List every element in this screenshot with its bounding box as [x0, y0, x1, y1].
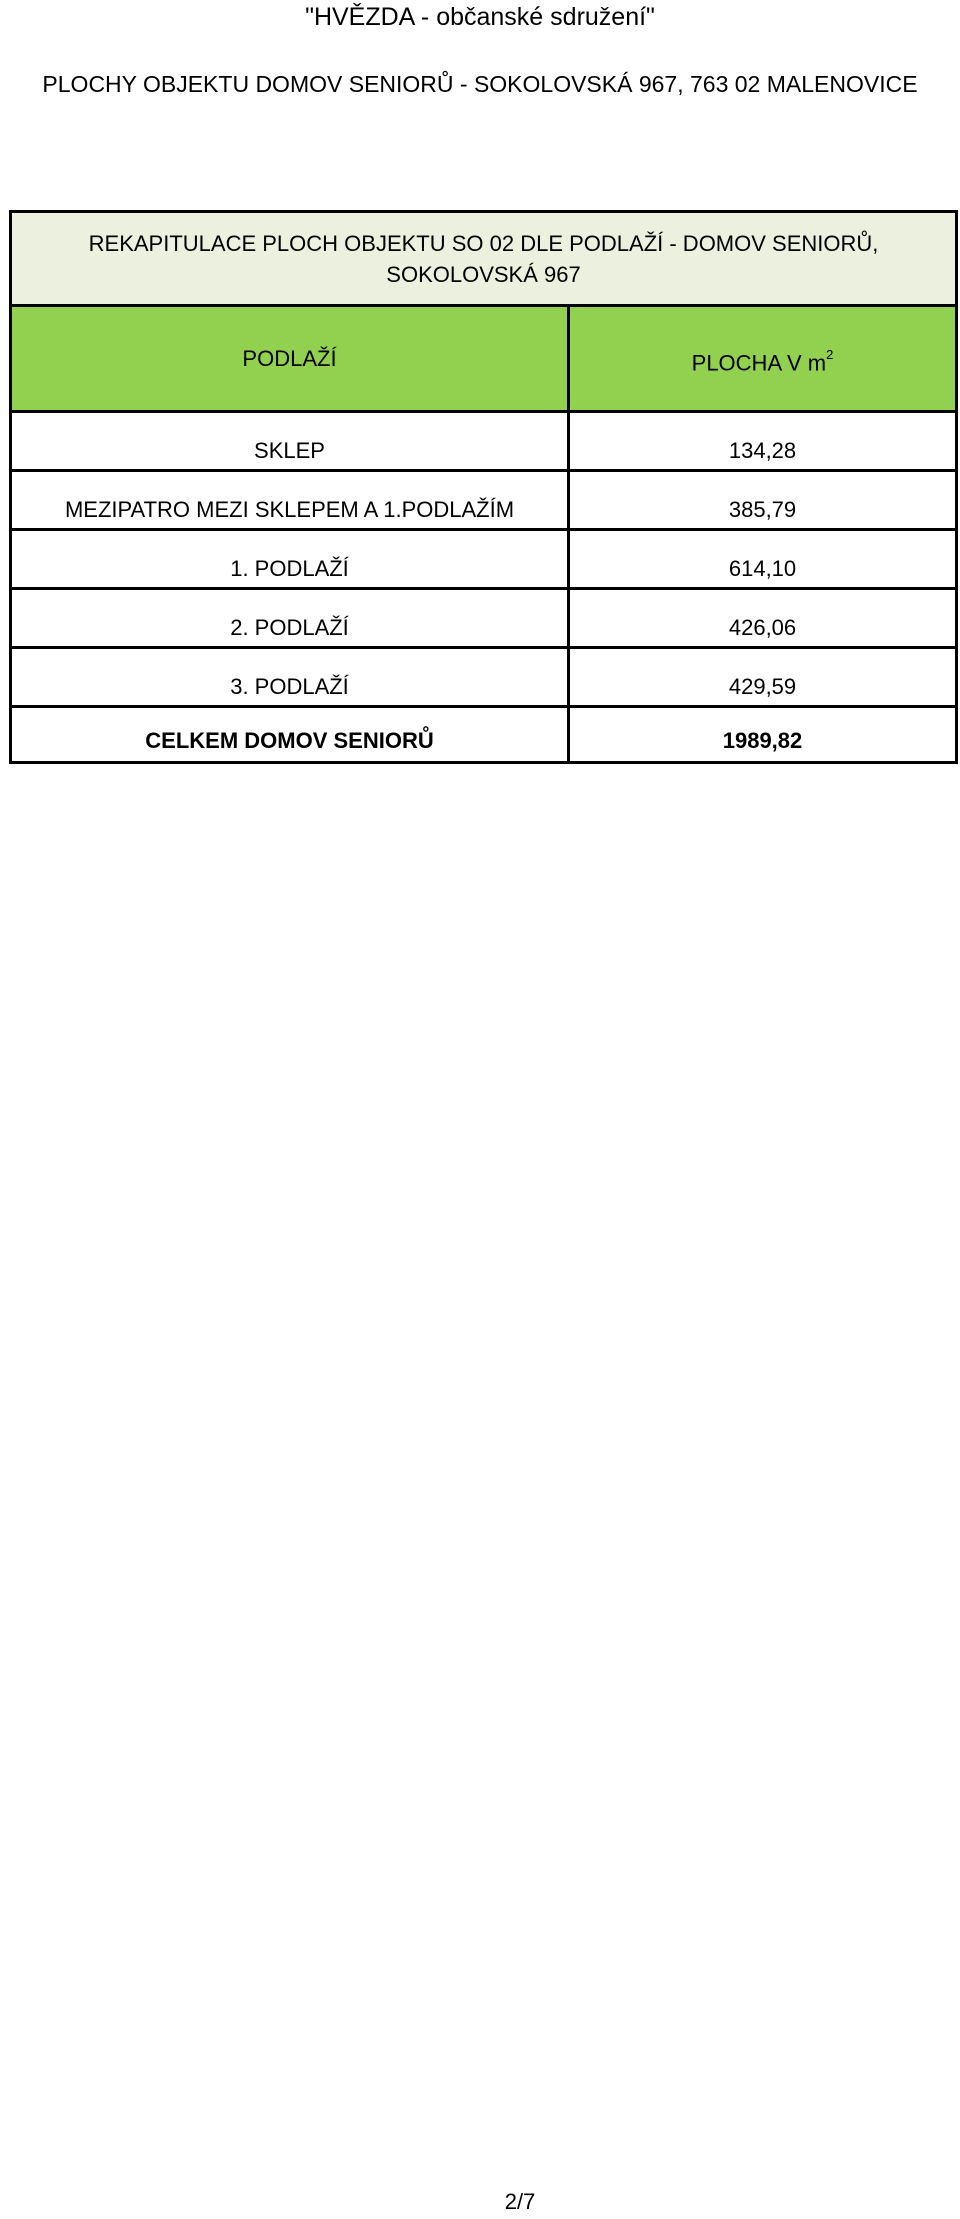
floor-area-table — [9, 210, 958, 764]
area-cell — [569, 530, 957, 589]
floor-cell — [11, 589, 569, 648]
floor-name: 2. PODLAŽÍ — [230, 615, 349, 640]
table-row — [11, 648, 957, 707]
area-cell — [569, 471, 957, 530]
organization-title: "HVĚZDA - občanské sdružení" — [305, 3, 655, 31]
table-caption — [11, 212, 957, 306]
column-header-area-label: PLOCHA V m — [691, 350, 827, 376]
table-caption-row — [11, 212, 957, 306]
column-header-floor-label: PODLAŽÍ — [242, 345, 337, 371]
floor-cell — [11, 648, 569, 707]
table-total-row — [11, 707, 957, 763]
floor-area: 614,10 — [728, 556, 797, 581]
floor-area: 134,28 — [728, 438, 797, 463]
area-cell — [569, 648, 957, 707]
table-row — [11, 530, 957, 589]
floor-area: 429,59 — [728, 674, 797, 699]
area-cell — [569, 589, 957, 648]
floor-area: 426,06 — [728, 615, 797, 640]
floor-name: SKLEP — [254, 438, 325, 463]
column-header-floor — [11, 306, 569, 412]
page-number: 2/7 — [504, 2189, 536, 2214]
area-cell — [569, 412, 957, 471]
column-header-area — [569, 306, 957, 412]
total-label: CELKEM DOMOV SENIORŮ — [145, 727, 434, 753]
table-row — [11, 471, 957, 530]
floor-cell — [11, 412, 569, 471]
table-caption-line-1: REKAPITULACE PLOCH OBJEKTU SO 02 DLE PODLAŽÍ - DOMOV SENIORŮ, — [88, 230, 879, 256]
table-row — [11, 589, 957, 648]
floor-name: 1. PODLAŽÍ — [230, 556, 349, 581]
total-value: 1989,82 — [722, 727, 803, 753]
table-header-row — [11, 306, 957, 412]
total-value-cell — [569, 707, 957, 763]
table-row — [11, 412, 957, 471]
floor-cell — [11, 530, 569, 589]
floor-area: 385,79 — [728, 497, 797, 522]
document-subtitle: PLOCHY OBJEKTU DOMOV SENIORŮ - SOKOLOVSKÁ 967, 763 02 MALENOVICE — [42, 71, 918, 97]
floor-name: MEZIPATRO MEZI SKLEPEM A 1.PODLAŽÍM — [64, 497, 515, 522]
column-header-area-superscript: 2 — [826, 347, 834, 363]
table-caption-line-2: SOKOLOVSKÁ 967 — [386, 261, 581, 287]
column-header-area-text — [691, 347, 834, 376]
floor-name: 3. PODLAŽÍ — [230, 674, 349, 699]
total-label-cell — [11, 707, 569, 763]
floor-cell — [11, 471, 569, 530]
